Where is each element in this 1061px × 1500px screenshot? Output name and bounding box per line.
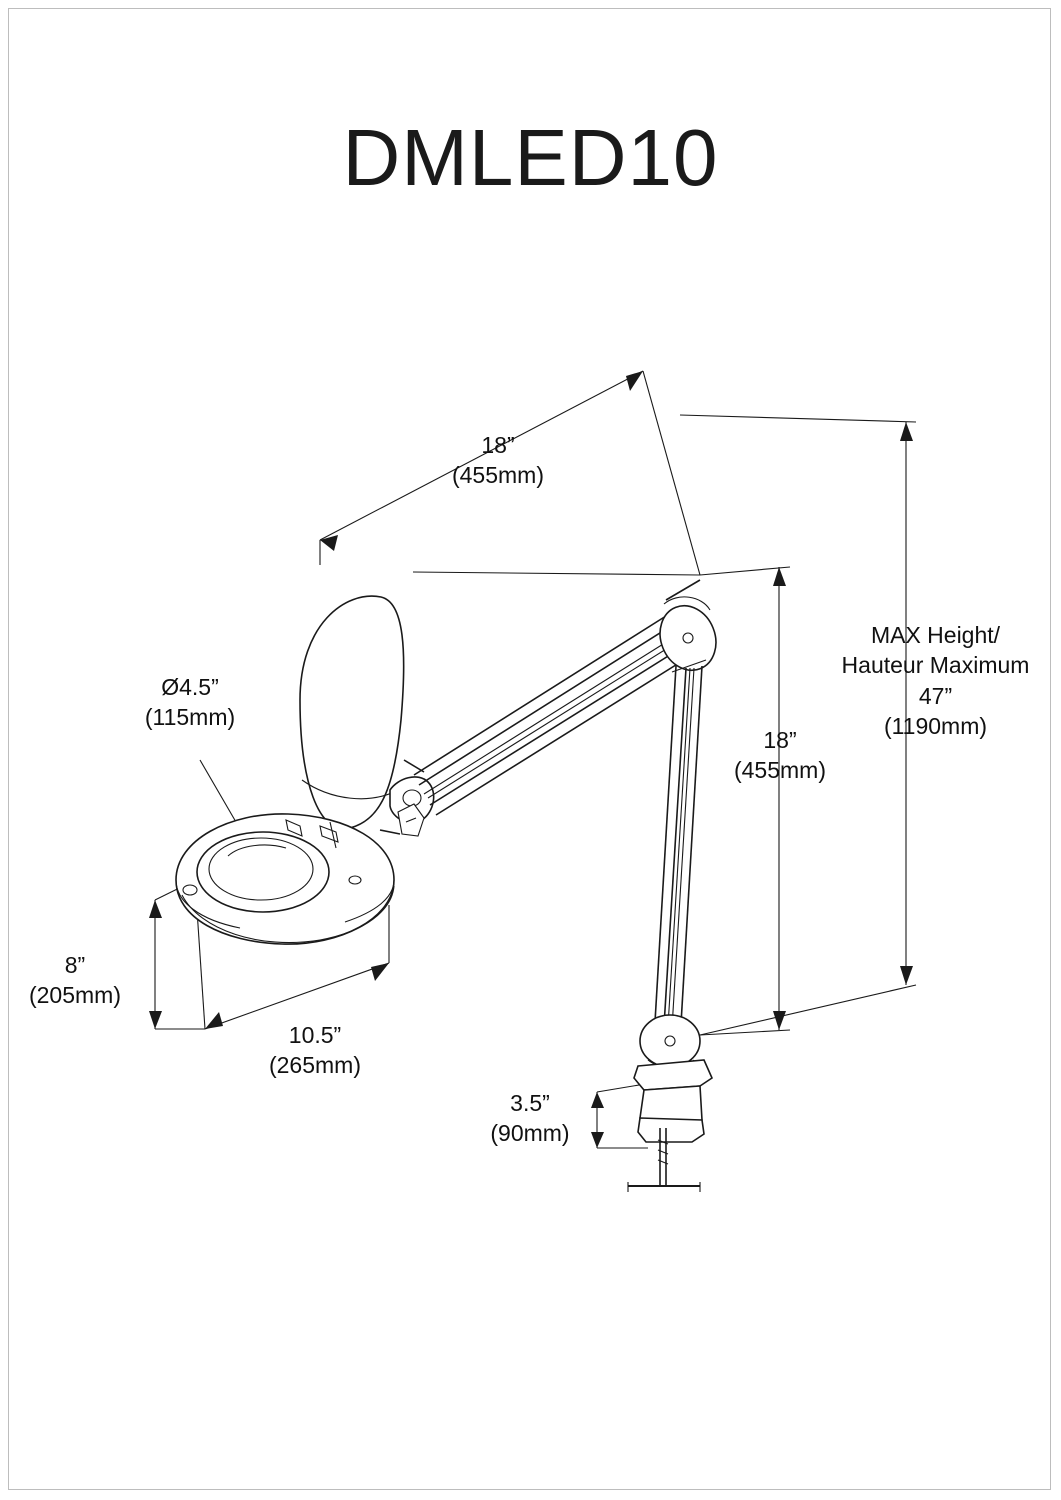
dimension-imperial: 18” (763, 727, 797, 753)
elbow-joint-upper (651, 580, 726, 679)
dimension-metric: (115mm) (144, 704, 236, 731)
dimension-metric: (90mm) (490, 1120, 570, 1147)
page-title: DMLED10 (342, 113, 719, 202)
desk-clamp (628, 1060, 712, 1192)
dimension-imperial: 18” (481, 432, 515, 458)
lower-arm (655, 666, 702, 1028)
dimension-label-clamp-height (470, 1088, 590, 1149)
dimension-metric: (455mm) (733, 757, 826, 784)
dimension-label-arm-upper (398, 430, 598, 491)
dimension-imperial: 10.5” (288, 1022, 342, 1048)
max-height-label-fr: Hauteur Maximum (841, 652, 1030, 679)
pivot-joint-lower (640, 1015, 700, 1068)
dimension-imperial: 3.5” (510, 1090, 550, 1116)
dimension-metric: (1190mm) (883, 713, 988, 740)
dimension-label-max-height (818, 620, 1053, 741)
upper-arm (414, 616, 687, 815)
dimension-label-lens-diameter (85, 672, 295, 733)
dimension-label-shade-depth (10, 950, 140, 1011)
dimension-label-shade-width (215, 1020, 415, 1081)
dimension-imperial: 8” (64, 952, 86, 978)
dimension-imperial: 47” (918, 682, 953, 709)
dimension-metric: (455mm) (451, 462, 544, 489)
lamp-shade-cover (300, 596, 404, 829)
max-height-label-en: MAX Height/ (870, 622, 1001, 648)
dimension-line-clamp-height (591, 1084, 648, 1148)
dimension-metric: (205mm) (28, 982, 121, 1009)
dimension-metric: (265mm) (268, 1052, 361, 1079)
dimension-imperial: Ø4.5” (161, 674, 219, 700)
magnifier-housing (176, 814, 394, 944)
